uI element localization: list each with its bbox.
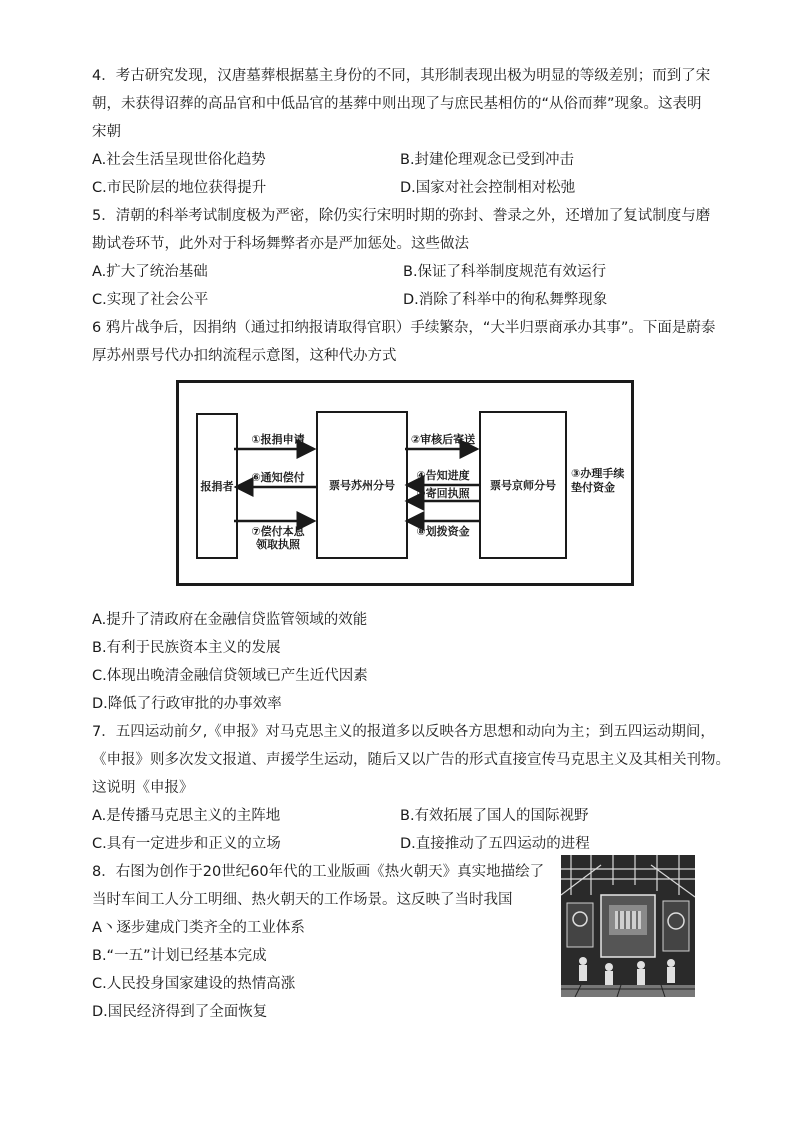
q4-stem-line-1: 4．考古研究发现，汉唐墓葬根据墓主身份的不同，其形制表现出极为明显的等级差别；而到了宋: [92, 68, 711, 84]
flow-diagram: [176, 380, 634, 586]
q6-stem-line-2: 厚苏州票号代办扣纳流程示意图，这种代办方式: [92, 348, 397, 364]
capital-branch-box: [479, 411, 567, 559]
q5-option-b: B.保证了科举制度规范有效运行: [403, 264, 607, 280]
q7-option-a: A.是传播马克思主义的主阵地: [92, 808, 281, 824]
q6-stem-line-1: 6 鸦片战争后，因捐纳（通过扣纳报请取得官职）手续繁杂，“大半归票商承办其事”。下面是蔚泰: [92, 320, 716, 336]
q8-option-d: D.国民经济得到了全面恢复: [92, 1004, 268, 1020]
step3-label-line2: 垫付资金: [571, 481, 615, 494]
q4-stem-line-2: 朝，未获得诏葬的高品官和中低品官的基葬中则出现了与庶民基相仿的“从俗而葬”现象。这表明: [92, 96, 702, 112]
suzhou-branch-label: 票号苏州分号: [329, 479, 395, 492]
step4-label: ④告知进度: [416, 469, 470, 482]
step6-label: ⑥通知偿付: [251, 471, 305, 484]
q7-stem-line-2: 《申报》则多次发文报道、声援学生运动，随后又以广告的形式直接宣传马克思主义及其相关刊物。: [92, 752, 730, 768]
step8-label: ⑧划拨资金: [416, 525, 470, 538]
q7-option-d: D.直接推动了五四运动的进程: [400, 836, 590, 852]
q5-stem-line-1: 5．清朝的科举考试制度极为严密，除仍实行宋明时期的弥封、誊录之外，还增加了复试制度与磨: [92, 208, 711, 224]
q8-stem-line-1: 8．右图为创作于20世纪60年代的工业版画《热火朝天》真实地描绘了: [92, 864, 545, 880]
q4-option-c: C.市民阶层的地位获得提升: [92, 180, 267, 196]
applicant-label: 报捐者: [200, 480, 234, 493]
step7-label-line1: ⑦偿付本息: [251, 525, 305, 538]
woodcut-print-art: [561, 855, 695, 997]
q4-option-d: D.国家对社会控制相对松弛: [400, 180, 576, 196]
q5-stem-line-2: 勘试卷环节，此外对于科场舞弊者亦是严加惩处。这些做法: [92, 236, 469, 252]
suzhou-branch-box: [316, 411, 408, 559]
q6-option-a: A.提升了清政府在金融信贷监管领域的效能: [92, 612, 368, 628]
q7-stem-line-3: 这说明《申报》: [92, 780, 194, 796]
q7-option-c: C.具有一定进步和正义的立场: [92, 836, 281, 852]
q4-stem-line-3: 宋朝: [92, 124, 121, 140]
q4-option-a: A.社会生活呈现世俗化趋势: [92, 152, 266, 168]
q8-option-b: B.“一五”计划已经基本完成: [92, 948, 267, 964]
step7-label-line2: 领取执照: [256, 538, 300, 551]
q5-option-c: C.实现了社会公平: [92, 292, 209, 308]
q8-stem-line-2: 当时车间工人分工明细、热火朝天的工作场景。这反映了当时我国: [92, 892, 513, 908]
q7-option-b: B.有效拓展了国人的国际视野: [400, 808, 589, 824]
step5-label: ⑤寄回执照: [416, 487, 470, 500]
q6-option-d: D.降低了行政审批的办事效率: [92, 696, 282, 712]
step3-label-line1: ③办理手续: [571, 467, 625, 480]
applicant-box: [196, 413, 238, 559]
woodcut-print-image: [561, 855, 695, 997]
capital-branch-label: 票号京师分号: [490, 479, 556, 492]
q4-option-b: B.封建伦理观念已受到冲击: [400, 152, 575, 168]
q8-option-c: C.人民投身国家建设的热情高涨: [92, 976, 296, 992]
q6-option-c: C.体现出晚清金融信贷领域已产生近代因素: [92, 668, 368, 684]
step2-label: ②审核后寄送: [410, 433, 476, 446]
q8-option-a: A丶逐步建成门类齐全的工业体系: [92, 920, 305, 936]
step1-label: ①报捐申请: [251, 433, 305, 446]
q5-option-a: A.扩大了统治基础: [92, 264, 208, 280]
q7-stem-line-1: 7．五四运动前夕,《申报》对马克思主义的报道多以反映各方思想和动向为主；到五四运动期间，: [92, 724, 715, 740]
q5-option-d: D.消除了科举中的徇私舞弊现象: [403, 292, 608, 308]
q6-option-b: B.有利于民族资本主义的发展: [92, 640, 281, 656]
